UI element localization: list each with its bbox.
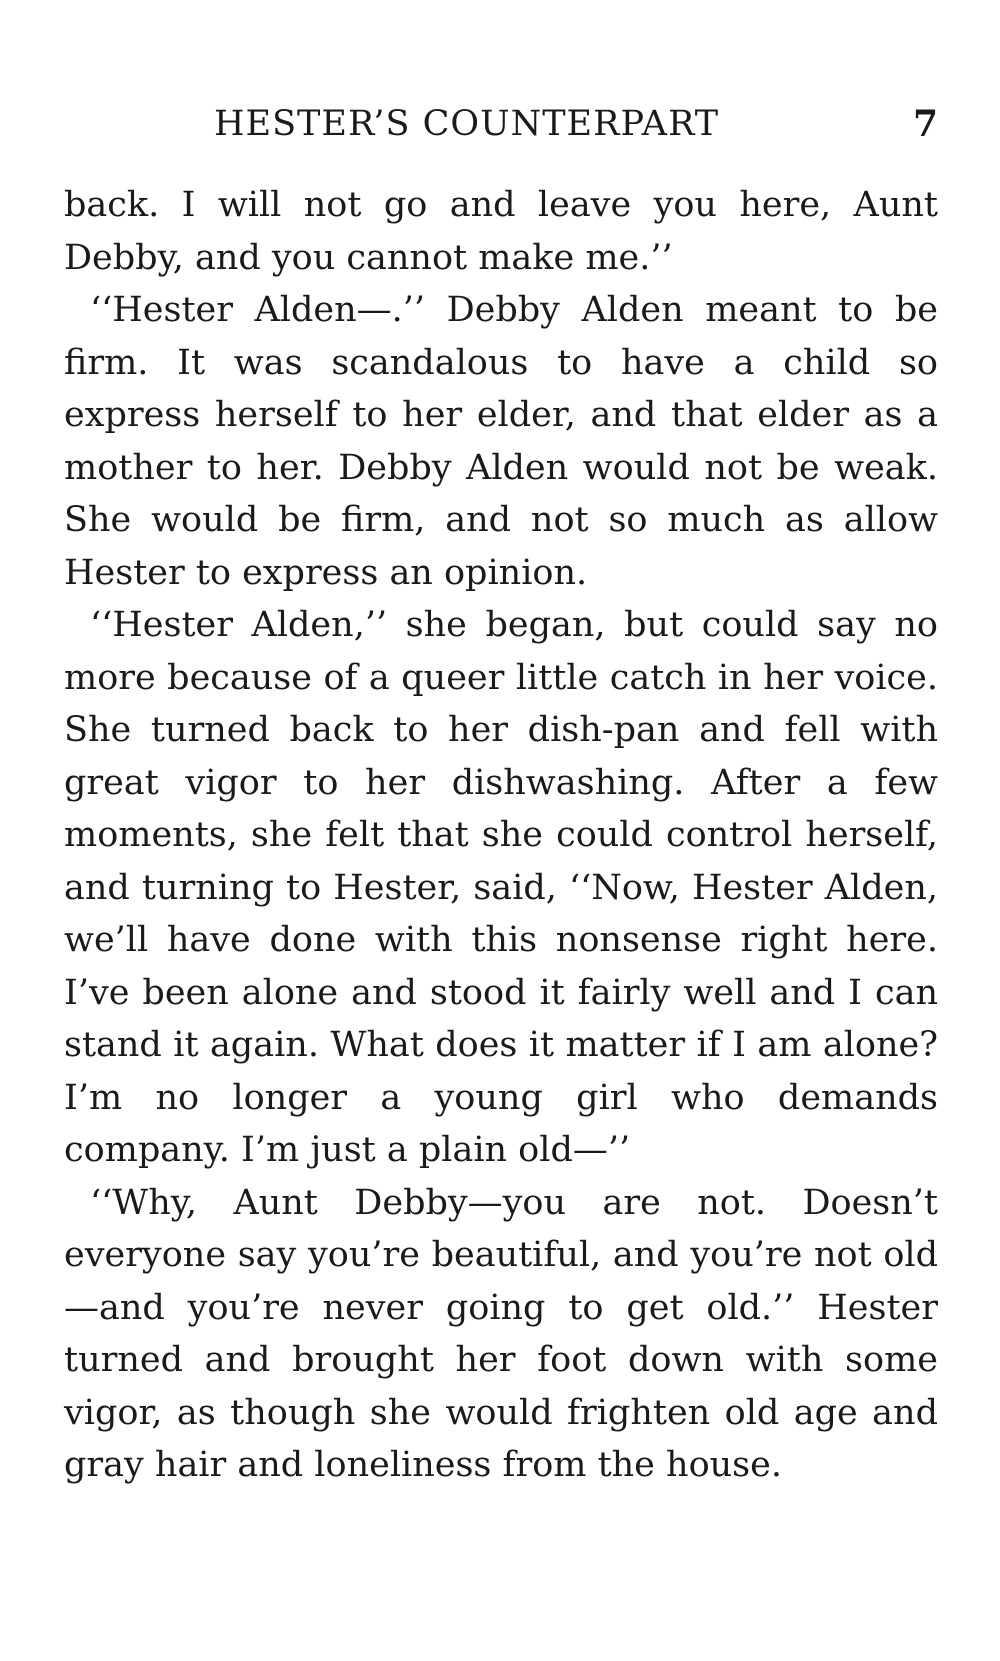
page-number: 7 [912,103,938,145]
paragraph-continuation: back. I will not go and leave you here, Aunt Debby, and you cannot make me.’’ [64,185,938,278]
body-text [64,179,938,1492]
paragraph: ‘‘Hester Alden,’’ she began, but could say no more because of a queer little catch in her voice. She turned back to her dish-pan and fell with great vigor to her dishwashing. After a few moments, she felt that she could control herself, and turning to Hester, said, ‘‘Now, Hester Alden, we’ll have done with this nonsense right here. I’ve been alone and stood it fairly well and I can stand it again. What does it matter if I am alone? I’m no longer a young girl who demands company. I’m just a plain old—’’ [64,605,938,1170]
running-header [64,100,938,148]
paragraph: ‘‘Why, Aunt Debby—you are not. Doesn’t everyone say you’re beautiful, and you’re not old—and you’re never going to get old.’’ Hester turned and brought her foot down with some vigor, as though she would frighten old age and gray hair and loneliness from the house. [64,1182,938,1485]
running-title: HESTER’S COUNTERPART [214,104,720,144]
paragraph: ‘‘Hester Alden—.’’ Debby Alden meant to be firm. It was scandalous to have a child so express herself to her elder, and that elder as a mother to her. Debby Alden would not be weak. She would be firm, and not so much as allow Hester to express an opinion. [64,290,938,593]
